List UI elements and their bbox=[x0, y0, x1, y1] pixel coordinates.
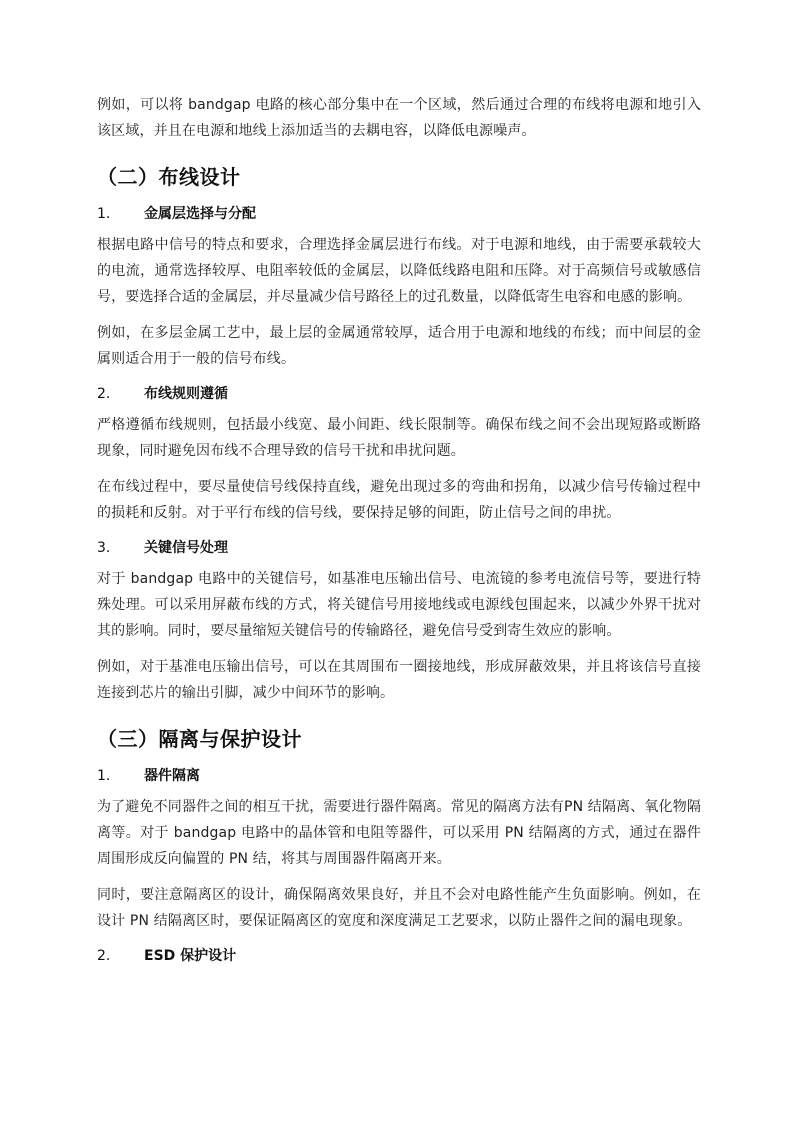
subheading-title: 金属层选择与分配 bbox=[144, 206, 256, 222]
subheading-title: 布线规则遵循 bbox=[144, 386, 228, 402]
subheading-number: 2. bbox=[97, 386, 111, 402]
subheading-number: 1. bbox=[97, 768, 111, 784]
paragraph: 根据电路中信号的特点和要求，合理选择金属层进行布线。对于电源和地线，由于需要承载较大的电流，通常选择较厚、电阻率较低的金属层，以降低线路电阻和压降。对于高频信号或敏感信号，要选择合适的金属层，并尽量减少信号路径上的过孔数量，以降低寄生电容和电感的影响。 bbox=[97, 237, 701, 305]
subheading-title: 关键信号处理 bbox=[144, 540, 228, 556]
paragraph: 严格遵循布线规则，包括最小线宽、最小间距、线长限制等。确保布线之间不会出现短路或断路现象，同时避免因布线不合理导致的信号干扰和串扰问题。 bbox=[97, 417, 701, 459]
subheading-title: ESD 保护设计 bbox=[144, 948, 237, 964]
subheading bbox=[97, 536, 701, 560]
paragraph: 在布线过程中，要尽量使信号线保持直线，避免出现过多的弯曲和拐角，以减少信号传输过程中的损耗和反射。对于平行布线的信号线，要保持足够的间距，防止信号之间的串扰。 bbox=[97, 479, 701, 521]
paragraph: 例如，可以将 bandgap 电路的核心部分集中在一个区域，然后通过合理的布线将电源和地引入该区域，并且在电源和地线上添加适当的去耦电容，以降低电源噪声。 bbox=[97, 97, 701, 139]
section-heading: （二）布线设计 bbox=[97, 165, 241, 189]
document-page bbox=[97, 92, 701, 974]
paragraph: 同时，要注意隔离区的设计，确保隔离效果良好，并且不会对电路性能产生负面影响。例如，在设计 PN 结隔离区时，要保证隔离区的宽度和深度满足工艺要求，以防止器件之间的漏电现象。 bbox=[97, 887, 701, 929]
subheading-number: 1. bbox=[97, 206, 111, 222]
paragraph: 为了避免不同器件之间的相互干扰，需要进行器件隔离。常见的隔离方法有PN 结隔离、氧化物隔离等。对于 bandgap 电路中的晶体管和电阻等器件，可以采用 PN 结隔离的方式，通过在器件周围形成反向偏置的 PN 结，将其与周围器件隔离开来。 bbox=[97, 799, 701, 867]
subheading bbox=[97, 944, 701, 968]
subheading-number: 2. bbox=[97, 948, 111, 964]
subheading bbox=[97, 382, 701, 406]
section-heading: （三）隔离与保护设计 bbox=[97, 727, 302, 751]
subheading-title: 器件隔离 bbox=[144, 768, 200, 784]
paragraph: 对于 bandgap 电路中的关键信号，如基准电压输出信号、电流镜的参考电流信号等，要进行特殊处理。可以采用屏蔽布线的方式，将关键信号用接地线或电源线包围起来，以减少外界干扰对其的影响。同时，要尽量缩短关键信号的传输路径，避免信号受到寄生效应的影响。 bbox=[97, 571, 701, 639]
subheading bbox=[97, 764, 701, 788]
subheading bbox=[97, 202, 701, 226]
paragraph: 例如，在多层金属工艺中，最上层的金属通常较厚，适合用于电源和地线的布线；而中间层的金属则适合用于一般的信号布线。 bbox=[97, 325, 701, 367]
paragraph: 例如，对于基准电压输出信号，可以在其周围布一圈接地线，形成屏蔽效果，并且将该信号直接连接到芯片的输出引脚，减少中间环节的影响。 bbox=[97, 659, 701, 701]
subheading-number: 3. bbox=[97, 540, 111, 556]
